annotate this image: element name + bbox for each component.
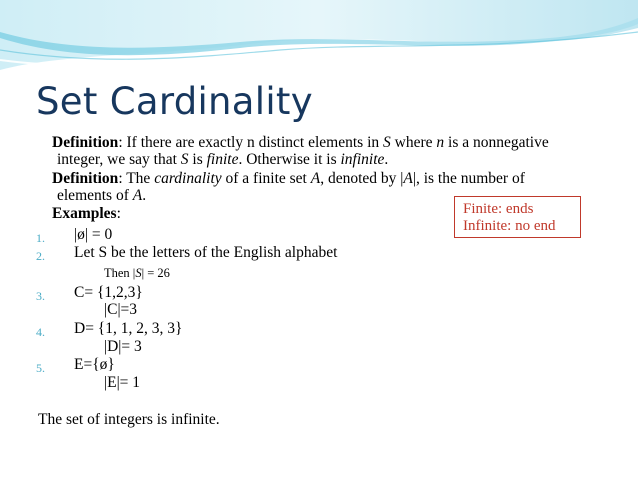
definition-label: Definition	[52, 134, 119, 151]
callout-box	[454, 196, 581, 238]
example-sub-result: |E|= 1	[104, 374, 141, 391]
conclusion-text: The set of integers is infinite.	[38, 411, 220, 428]
list-number: 2.	[36, 249, 45, 263]
example-sub-result: |C|=3	[104, 301, 138, 318]
header-wave-decoration	[0, 0, 638, 80]
definition-1-line-1: Definition: If there are exactly n distinct elements in S where n is a nonnegative	[52, 134, 549, 151]
definition-2-line-2: elements of A.	[57, 187, 147, 204]
slide-title: Set Cardinality	[36, 80, 313, 123]
example-sub-result: |D|= 3	[104, 338, 142, 355]
example-item: Let S be the letters of the English alphabet	[74, 244, 338, 261]
list-number: 1.	[36, 231, 45, 245]
definition-1-line-2: integer, we say that S is finite. Otherwise it is infinite.	[57, 151, 389, 168]
example-item: D= {1, 1, 2, 3, 3}	[74, 320, 183, 337]
example-item: |ø| = 0	[74, 226, 113, 243]
example-item: C= {1,2,3}	[74, 284, 143, 301]
list-number: 5.	[36, 361, 45, 375]
list-number: 4.	[36, 325, 45, 339]
examples-heading: Examples:	[52, 205, 121, 222]
example-item: E={ø}	[74, 356, 115, 373]
example-sub-result: Then |S| = 26	[104, 266, 170, 280]
list-number: 3.	[36, 289, 45, 303]
callout-line-finite: Finite: ends	[463, 201, 534, 217]
callout-line-infinite: Infinite: no end	[463, 218, 556, 234]
definition-label: Definition	[52, 170, 119, 187]
definition-2-line-1: Definition: The cardinality of a finite set A, denoted by |A|, is the number of	[52, 170, 525, 187]
